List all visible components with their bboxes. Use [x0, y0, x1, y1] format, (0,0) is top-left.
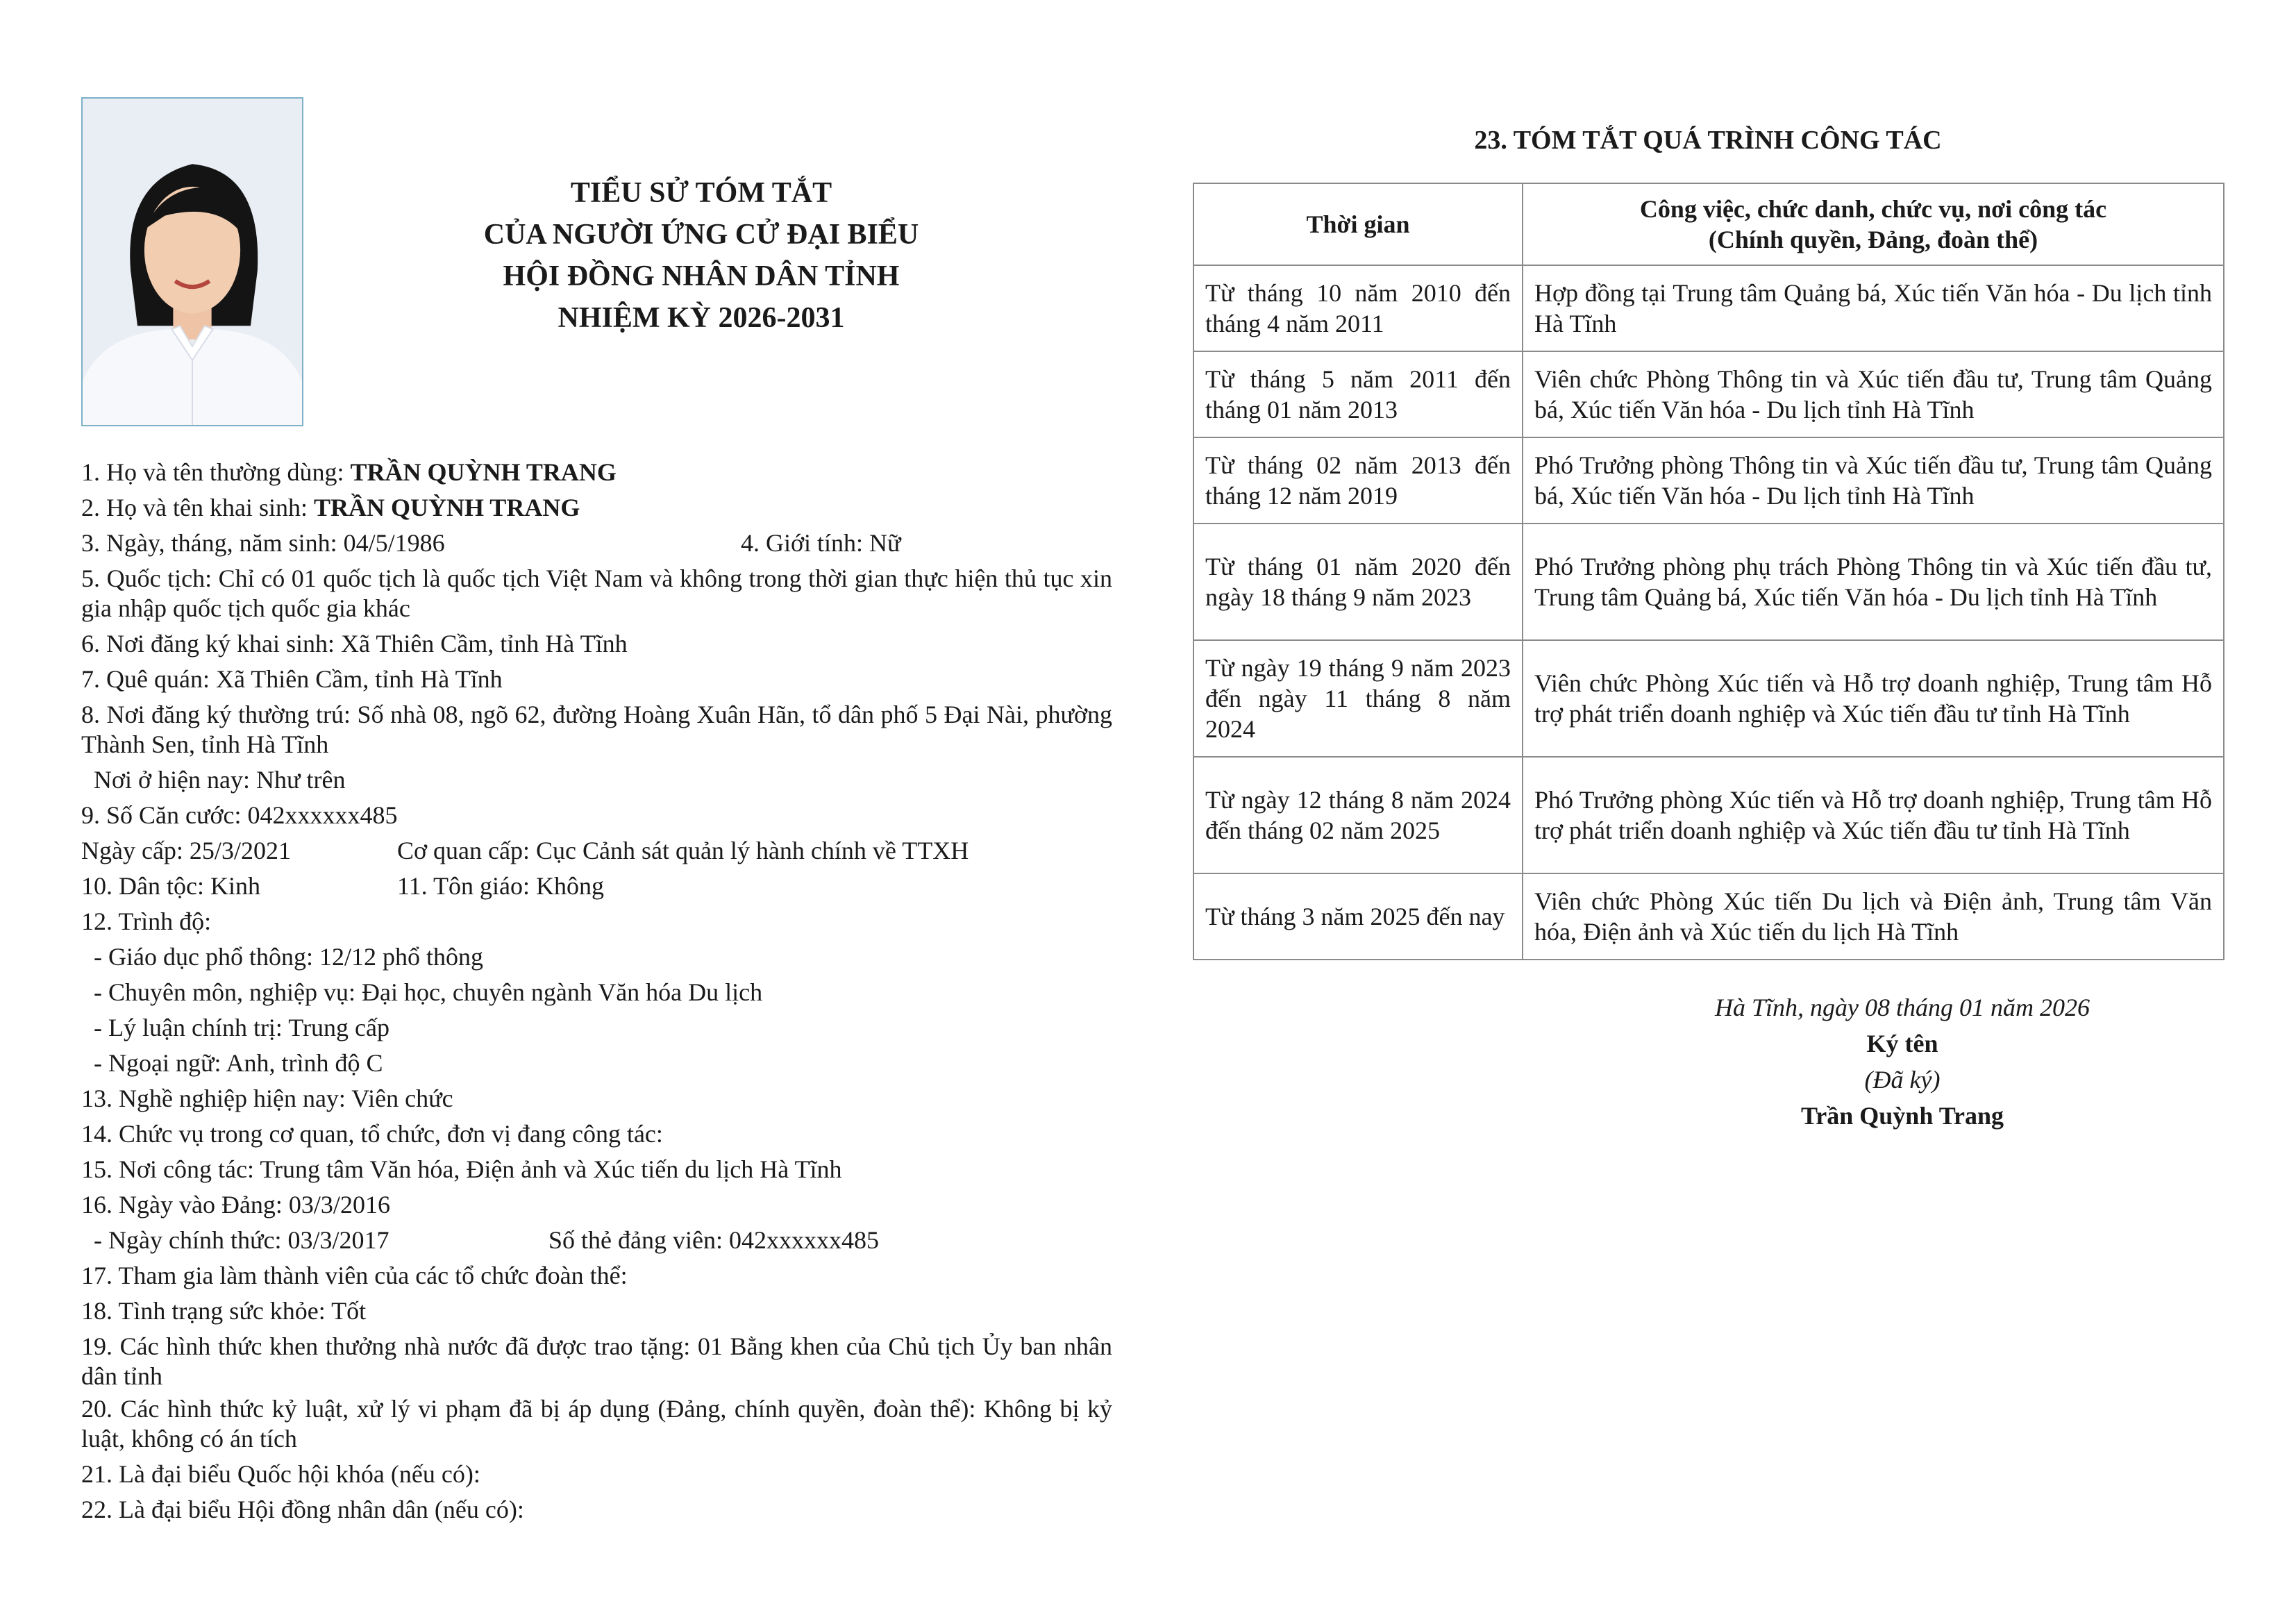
row-time: Từ tháng 10 năm 2010 đến tháng 4 năm 2011 [1193, 265, 1523, 351]
hometown: 7. Quê quán: Xã Thiên Cầm, tỉnh Hà Tĩnh [81, 665, 503, 693]
id-issue-row [81, 833, 1112, 869]
table-row [1193, 757, 2224, 873]
table-row [1193, 640, 2224, 757]
document-title [389, 172, 1014, 339]
ethnicity: 10. Dân tộc: Kinh [81, 872, 260, 900]
party-card-number: Số thẻ đảng viên: 042xxxxxx485 [548, 1226, 879, 1254]
birth-name-row: 2. Họ và tên khai sinh: TRẦN QUỲNH TRANG [81, 494, 580, 521]
table-row [1193, 524, 2224, 640]
place-and-date: Hà Tĩnh, ngày 08 tháng 01 năm 2026 [1715, 994, 2090, 1021]
common-name-row: 1. Họ và tên thường dùng: TRẦN QUỲNH TRANG [81, 458, 617, 486]
nationality: 5. Quốc tịch: Chỉ có 01 quốc tịch là quốc tịch Việt Nam và không trong thời gian thực hiện thủ tục xin gia nhập quốc tịch quốc gia khác [81, 564, 1112, 622]
row-work: Phó Trưởng phòng phụ trách Phòng Thông tin và Xúc tiến đầu tư, Trung tâm Quảng bá, Xúc tiến Văn hóa - Du lịch tỉnh Hà Tĩnh [1523, 524, 2224, 640]
row-time: Từ ngày 19 tháng 9 năm 2023 đến ngày 11 tháng 8 năm 2024 [1193, 640, 1523, 757]
peoples-council-delegate: 22. Là đại biểu Hội đồng nhân dân (nếu có): [81, 1496, 524, 1523]
birth-registration-place: 6. Nơi đăng ký khai sinh: Xã Thiên Cầm, tỉnh Hà Tĩnh [81, 630, 628, 658]
row-work: Viên chức Phòng Xúc tiến và Hỗ trợ doanh nghiệp, Trung tâm Hỗ trợ phát triển doanh nghiệp và Xúc tiến đầu tư tỉnh Hà Tĩnh [1523, 640, 2224, 757]
row-time: Từ tháng 02 năm 2013 đến tháng 12 năm 2019 [1193, 437, 1523, 524]
table-row [1193, 265, 2224, 351]
signature-block [1597, 989, 2208, 1134]
row-work: Viên chức Phòng Thông tin và Xúc tiến đầu tư, Trung tâm Quảng bá, Xúc tiến Văn hóa - Du lịch tỉnh Hà Tĩnh [1523, 351, 2224, 437]
religion: 11. Tôn giáo: Không [397, 872, 604, 900]
political-theory: - Lý luận chính trị: Trung cấp [94, 1014, 389, 1041]
candidate-photo [81, 97, 303, 426]
column-header-time: Thời gian [1193, 183, 1523, 265]
id-issue-date: Ngày cấp: 25/3/2021 [81, 837, 291, 864]
row-work: Phó Trưởng phòng Xúc tiến và Hỗ trợ doanh nghiệp, Trung tâm Hỗ trợ phát triển doanh nghiệp và Xúc tiến đầu tư tỉnh Hà Tĩnh [1523, 757, 2224, 873]
party-join-date: 16. Ngày vào Đảng: 03/3/2016 [81, 1191, 390, 1219]
biography-section [81, 455, 1112, 1527]
table-row [1193, 437, 2224, 524]
row-time: Từ tháng 3 năm 2025 đến nay [1193, 873, 1523, 960]
gender: 4. Giới tính: Nữ [741, 529, 901, 557]
portrait-illustration [83, 99, 302, 425]
current-occupation: 13. Nghề nghiệp hiện nay: Viên chức [81, 1085, 453, 1112]
date-of-birth: 3. Ngày, tháng, năm sinh: 04/5/1986 [81, 529, 445, 557]
permanent-residence: 8. Nơi đăng ký thường trú: Số nhà 08, ngõ 62, đường Hoàng Xuân Hãn, tổ dân phố 5 Đại Nài, phường Thành Sen, tỉnh Hà Tĩnh [81, 701, 1112, 758]
professional-qualification: - Chuyên môn, nghiệp vụ: Đại học, chuyên ngành Văn hóa Du lịch [94, 978, 763, 1006]
sign-label: Ký tên [1866, 1030, 1938, 1057]
column-header-work: Công việc, chức danh, chức vụ, nơi công tác (Chính quyền, Đảng, đoàn thể) [1523, 183, 2224, 265]
party-official-row [81, 1223, 1112, 1258]
row-time: Từ tháng 01 năm 2020 đến ngày 18 tháng 9 năm 2023 [1193, 524, 1523, 640]
title-line-2: CỦA NGƯỜI ỨNG CỬ ĐẠI BIỂU [483, 219, 919, 251]
health-status: 18. Tình trạng sức khỏe: Tốt [81, 1297, 367, 1325]
organization-membership: 17. Tham gia làm thành viên của các tổ chức đoàn thể: [81, 1262, 628, 1289]
awards: 19. Các hình thức khen thưởng nhà nước đã được trao tặng: 01 Bằng khen của Chủ tịch Ủy ban nhân dân tỉnh [81, 1332, 1112, 1390]
title-line-1: TIỂU SỬ TÓM TẮT [570, 177, 832, 209]
row-time: Từ ngày 12 tháng 8 năm 2024 đến tháng 02 năm 2025 [1193, 757, 1523, 873]
title-line-4: NHIỆM KỲ 2026-2031 [558, 302, 845, 334]
education-heading: 12. Trình độ: [81, 907, 212, 935]
row-work: Hợp đồng tại Trung tâm Quảng bá, Xúc tiến Văn hóa - Du lịch tỉnh Hà Tĩnh [1523, 265, 2224, 351]
career-section-title: 23. TÓM TẮT QUÁ TRÌNH CÔNG TÁC [1474, 126, 1942, 155]
national-assembly-delegate: 21. Là đại biểu Quốc hội khóa (nếu có): [81, 1460, 480, 1488]
career-table-header [1193, 183, 2224, 265]
table-row [1193, 351, 2224, 437]
workplace: 15. Nơi công tác: Trung tâm Văn hóa, Điện ảnh và Xúc tiến du lịch Hà Tĩnh [81, 1155, 842, 1183]
common-name-value: TRẦN QUỲNH TRANG [350, 458, 617, 486]
signed-note: (Đã ký) [1864, 1066, 1941, 1094]
id-number: 9. Số Căn cước: 042xxxxxx485 [81, 801, 398, 829]
table-row [1193, 873, 2224, 960]
title-line-3: HỘI ĐỒNG NHÂN DÂN TỈNH [503, 260, 900, 292]
ethnicity-religion-row [81, 869, 1112, 904]
party-official-date: - Ngày chính thức: 03/3/2017 [94, 1226, 389, 1254]
current-residence: Nơi ở hiện nay: Như trên [94, 766, 346, 794]
career-table [1193, 183, 2224, 960]
foreign-language: - Ngoại ngữ: Anh, trình độ C [94, 1049, 383, 1077]
id-issuing-agency: Cơ quan cấp: Cục Cảnh sát quản lý hành chính về TTXH [397, 837, 969, 864]
row-time: Từ tháng 5 năm 2011 đến tháng 01 năm 2013 [1193, 351, 1523, 437]
row-work: Viên chức Phòng Xúc tiến Du lịch và Điện ảnh, Trung tâm Văn hóa, Điện ảnh và Xúc tiến du lịch Hà Tĩnh [1523, 873, 2224, 960]
dob-gender-row [81, 526, 1112, 561]
general-education: - Giáo dục phổ thông: 12/12 phổ thông [94, 943, 483, 971]
signer-name: Trần Quỳnh Trang [1800, 1102, 2004, 1130]
row-work: Phó Trưởng phòng Thông tin và Xúc tiến đầu tư, Trung tâm Quảng bá, Xúc tiến Văn hóa - Du lịch tỉnh Hà Tĩnh [1523, 437, 2224, 524]
birth-name-value: TRẦN QUỲNH TRANG [313, 494, 580, 521]
current-position: 14. Chức vụ trong cơ quan, tổ chức, đơn vị đang công tác: [81, 1120, 663, 1148]
disciplinary-record: 20. Các hình thức kỷ luật, xử lý vi phạm đã bị áp dụng (Đảng, chính quyền, đoàn thể): Không bị kỷ luật, không có án tích [81, 1395, 1112, 1453]
